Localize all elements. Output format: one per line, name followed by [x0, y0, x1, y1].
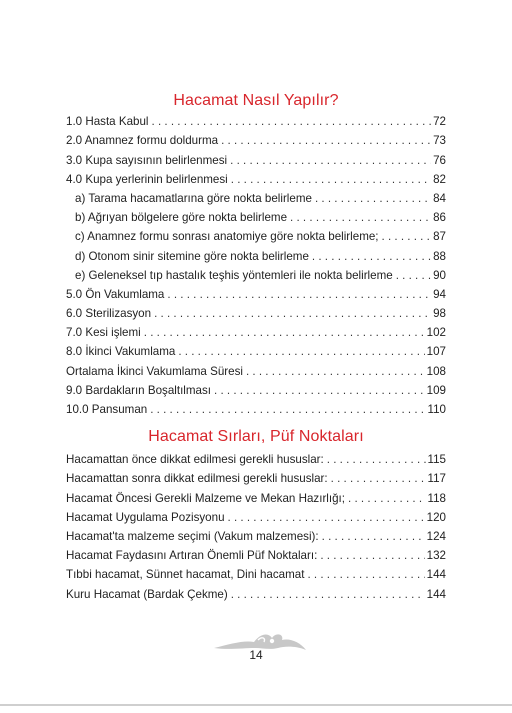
- toc-entry-label: a) Tarama hacamatlarına göre nokta belirleme: [75, 191, 312, 205]
- dot-leader: [167, 288, 431, 302]
- toc-entry-label: 4.0 Kupa yerlerinin belirlenmesi: [66, 172, 228, 186]
- toc-entry-label: b) Ağrıyan bölgelere göre nokta belirleme: [75, 211, 288, 225]
- toc-entry: [66, 321, 446, 340]
- toc-entry-page-number: 120: [426, 510, 446, 524]
- page-number: 14: [249, 648, 263, 662]
- toc-entry-label: 9.0 Bardakların Boşaltılması: [66, 383, 211, 397]
- dot-leader: [214, 384, 425, 398]
- toc-entry-page-number: 72: [433, 115, 446, 129]
- toc-entry-label: Kuru Hacamat (Bardak Çekme): [66, 587, 228, 601]
- toc-entry-page-number: 98: [433, 307, 446, 321]
- toc-entry-label: d) Otonom sinir sitemine göre nokta belirleme: [75, 249, 309, 263]
- toc-entry-label: 8.0 İkinci Vakumlama: [66, 345, 176, 359]
- toc-entry-page-number: 86: [433, 211, 446, 225]
- dot-leader: [307, 568, 424, 582]
- toc-entry: [66, 359, 446, 378]
- toc-entry-page-number: 118: [427, 491, 446, 505]
- toc-entry-page-number: 82: [433, 172, 446, 186]
- toc-entry-page-number: 117: [427, 472, 446, 486]
- toc-entry-label: Hacamat Faydasını Artıran Önemli Püf Noktaları:: [66, 549, 318, 563]
- toc-entry: [66, 544, 446, 563]
- dot-leader: [322, 530, 425, 544]
- dot-leader: [154, 307, 431, 321]
- toc-entry: [66, 148, 446, 167]
- toc-entry-page-number: 94: [433, 287, 446, 301]
- toc-entry-page-number: 73: [433, 134, 446, 148]
- toc-entry-label: 10.0 Pansuman: [66, 403, 148, 416]
- toc-entry: [66, 168, 446, 187]
- section-title-hacamat-nasil-yapilir: Hacamat Nasıl Yapılır?: [173, 92, 339, 109]
- toc-entry: [66, 283, 446, 302]
- section-title-hacamat-sirlari: Hacamat Sırları, Püf Noktaları: [148, 428, 364, 445]
- dot-leader: [231, 588, 425, 602]
- toc-list-section-1: [66, 110, 446, 417]
- toc-entry: [66, 525, 446, 544]
- toc-entry-page-number: 144: [426, 587, 446, 601]
- toc-entry: [66, 398, 446, 417]
- toc-entry-page-number: 115: [427, 453, 446, 467]
- toc-entry-label: e) Geleneksel tıp hastalık teşhis yöntemleri ile nokta belirleme: [75, 268, 393, 282]
- dot-leader: [315, 192, 431, 206]
- toc-entry-page-number: 87: [433, 230, 446, 244]
- toc-entry-page-number: 144: [426, 568, 446, 582]
- toc-entry-page-number: 107: [426, 345, 446, 359]
- dot-leader: [178, 345, 424, 359]
- toc-entry: [66, 582, 446, 601]
- toc-entry-label: Hacamat Uygulama Pozisyonu: [66, 510, 225, 524]
- toc-entry-label: 3.0 Kupa sayısının belirlenmesi: [66, 153, 228, 167]
- toc-entry-label: 7.0 Kesi işlemi: [66, 326, 141, 340]
- dot-leader: [327, 453, 426, 467]
- dot-leader: [230, 154, 431, 168]
- toc-entry: [66, 486, 446, 505]
- toc-entry-page-number: 76: [433, 153, 446, 167]
- toc-entry: [66, 379, 446, 398]
- toc-entry-page-number: 88: [433, 249, 446, 263]
- dot-leader: [331, 472, 426, 486]
- dot-leader: [320, 549, 424, 563]
- toc-entry-page-number: 132: [426, 549, 446, 563]
- toc-entry-label: 5.0 Ön Vakumlama: [66, 287, 165, 301]
- toc-entry: [66, 187, 446, 206]
- dot-leader: [144, 326, 425, 340]
- dot-leader: [221, 134, 431, 148]
- dot-leader: [290, 211, 431, 225]
- toc-entry: [66, 506, 446, 525]
- toc-entry: [66, 206, 446, 225]
- page-bottom-edge: [0, 704, 512, 706]
- dot-leader: [231, 173, 431, 187]
- dot-leader: [246, 365, 425, 379]
- dot-leader: [150, 403, 425, 417]
- toc-entry: [66, 302, 446, 321]
- toc-entry-page-number: 90: [433, 268, 446, 282]
- toc-entry-label: c) Anamnez formu sonrası anatomiye göre nokta belirleme;: [75, 230, 379, 244]
- toc-entry-label: Tıbbi hacamat, Sünnet hacamat, Dini hacamat: [66, 568, 305, 582]
- dot-leader: [152, 115, 432, 129]
- toc-entry: [66, 563, 446, 582]
- toc-entry-page-number: 108: [426, 364, 446, 378]
- toc-entry-page-number: 109: [426, 383, 446, 397]
- toc-entry-label: Hacamat Öncesi Gerekli Malzeme ve Mekan Hazırlığı;: [66, 491, 345, 505]
- toc-entry-page-number: 84: [433, 191, 446, 205]
- toc-entry-label: Hacamattan önce dikkat edilmesi gerekli hususlar:: [66, 453, 324, 467]
- toc-entry: [66, 129, 446, 148]
- dot-leader: [382, 230, 432, 244]
- toc-entry-label: Hacamat'ta malzeme seçimi (Vakum malzemesi):: [66, 529, 319, 543]
- toc-entry: [66, 448, 446, 467]
- toc-entry-label: Hacamattan sonra dikkat edilmesi gerekli hususlar:: [66, 472, 328, 486]
- toc-entry: [66, 264, 446, 283]
- dot-leader: [228, 511, 425, 525]
- toc-entry: [66, 225, 446, 244]
- dot-leader: [312, 250, 431, 264]
- toc-entry-page-number: 102: [426, 326, 446, 340]
- dot-leader: [396, 269, 431, 283]
- toc-entry: [66, 244, 446, 263]
- toc-entry: [66, 467, 446, 486]
- toc-entry-label: 2.0 Anamnez formu doldurma: [66, 134, 219, 148]
- toc-entry: [66, 110, 446, 129]
- toc-entry-label: Ortalama İkinci Vakumlama Süresi: [66, 364, 243, 378]
- dot-leader: [348, 492, 426, 506]
- toc-entry-page-number: 124: [426, 529, 446, 543]
- toc-entry-label: 6.0 Sterilizasyon: [66, 307, 152, 321]
- toc-entry-page-number: 110: [427, 403, 446, 416]
- toc-entry-label: 1.0 Hasta Kabul: [66, 115, 149, 129]
- toc-list-section-2: [66, 448, 446, 602]
- toc-entry: [66, 340, 446, 359]
